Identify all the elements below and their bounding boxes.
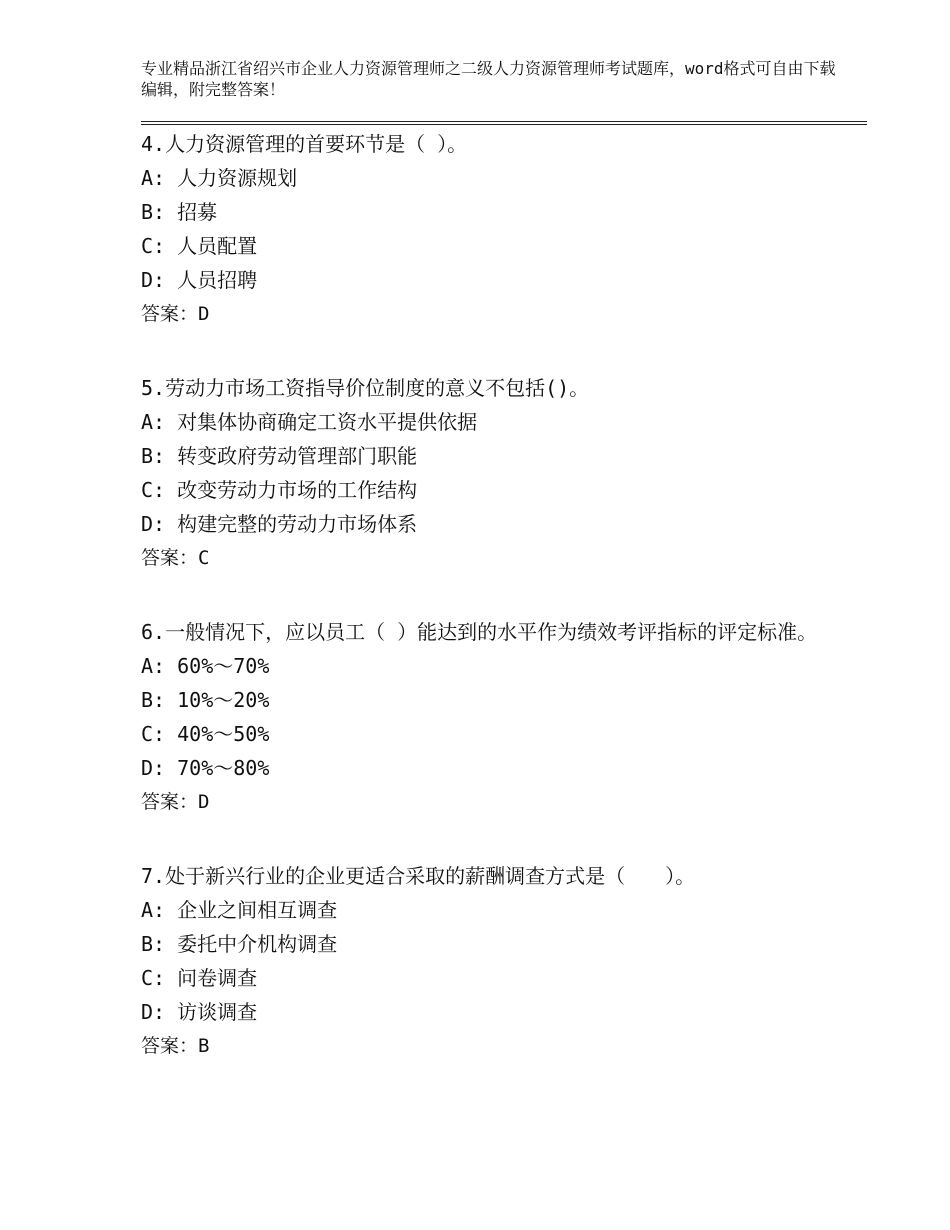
document-header-title: 专业精品浙江省绍兴市企业人力资源管理师之二级人力资源管理师考试题库，word格式可自由下载编辑，附完整答案！: [141, 59, 836, 99]
answer-label: 答案：: [141, 547, 199, 569]
answer-line: [141, 785, 831, 819]
answer-key: D: [198, 791, 210, 813]
option-b: B: 委托中介机构调查: [141, 932, 338, 956]
option-c: C: 改变劳动力市场的工作结构: [141, 478, 418, 502]
answer-key: B: [198, 1035, 210, 1057]
answer-label: 答案：: [141, 1035, 199, 1057]
question-stem: 7.处于新兴行业的企业更适合采取的薪酬调查方式是（ ）。: [141, 864, 696, 888]
question-5: [141, 371, 831, 575]
option-a: A: 对集体协商确定工资水平提供依据: [141, 410, 478, 434]
question-4: [141, 127, 831, 331]
answer-line: [141, 541, 831, 575]
question-stem: 4.人力资源管理的首要环节是（ ）。: [141, 132, 468, 156]
answer-line: [141, 297, 831, 331]
header-rule-bottom: [141, 124, 867, 125]
option-d: D: 人员招聘: [141, 268, 258, 292]
option-d: D: 访谈调查: [141, 1000, 258, 1024]
option-a: A: 60%～70%: [141, 654, 270, 678]
answer-label: 答案：: [141, 791, 199, 813]
option-c: C: 40%～50%: [141, 722, 270, 746]
option-b: B: 转变政府劳动管理部门职能: [141, 444, 418, 468]
option-d: D: 70%～80%: [141, 756, 270, 780]
question-7: [141, 859, 831, 1063]
answer-label: 答案：: [141, 303, 199, 325]
question-list: [141, 127, 831, 1103]
answer-line: [141, 1029, 831, 1063]
option-c: C: 问卷调查: [141, 966, 258, 990]
option-a: A: 企业之间相互调查: [141, 898, 338, 922]
answer-key: C: [198, 547, 210, 569]
header-rule-top: [141, 121, 867, 122]
option-b: B: 10%～20%: [141, 688, 270, 712]
question-stem: 6.一般情况下，应以员工（ ）能达到的水平作为绩效考评指标的评定标准。: [141, 620, 818, 644]
option-a: A: 人力资源规划: [141, 166, 298, 190]
option-c: C: 人员配置: [141, 234, 258, 258]
question-stem: 5.劳动力市场工资指导价位制度的意义不包括()。: [141, 376, 590, 400]
answer-key: D: [198, 303, 210, 325]
option-b: B: 招募: [141, 200, 218, 224]
option-d: D: 构建完整的劳动力市场体系: [141, 512, 418, 536]
question-6: [141, 615, 831, 819]
